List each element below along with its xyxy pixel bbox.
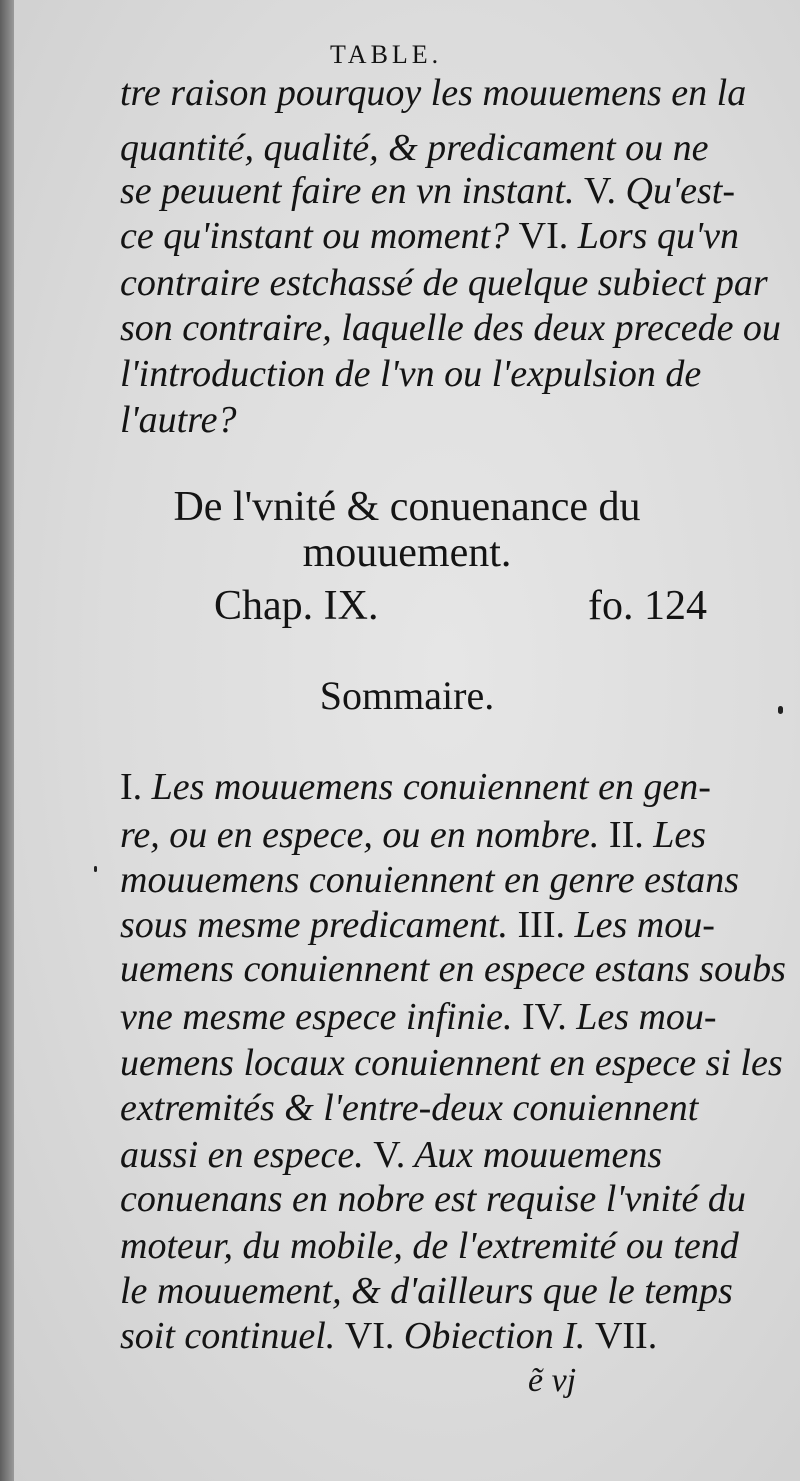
summary-line <box>120 859 740 901</box>
section-number: VI. <box>518 215 569 257</box>
text-line-body: l'introduction de l'vn ou l'expulsion de <box>120 353 702 395</box>
text-line-tail: Aux mouuemens <box>414 1134 663 1176</box>
section-number: II. <box>608 814 644 856</box>
text-line-tail: Les mou- <box>574 904 715 946</box>
summary-line <box>120 1178 746 1220</box>
section-number: VI. <box>344 1315 395 1357</box>
text-line-body: ce qu'instant ou moment? <box>120 215 510 257</box>
summary-line <box>120 1270 733 1312</box>
text-line-body: son contraire, laquelle des deux precede ou <box>120 307 781 349</box>
text-line <box>120 129 720 167</box>
summary-heading: Sommaire. <box>319 673 495 718</box>
text-line-body: moteur, du mobile, de l'extremité ou tend <box>120 1225 739 1267</box>
text-line-body: aussi en espece. <box>120 1134 364 1176</box>
text-line-body: quantité, qualité, & predicament ou ne <box>120 127 709 169</box>
chapter-title-line-1: De l'vnité & conuenance du <box>173 484 641 530</box>
text-line <box>120 72 747 114</box>
text-line-body: re, ou en espece, ou en nombre. <box>120 814 600 856</box>
chapter-title-line-2: mouuement. <box>302 530 512 576</box>
text-line-body: se peuuent faire en vn instant. <box>120 170 575 212</box>
text-line <box>120 401 720 439</box>
summary-line <box>120 1317 720 1355</box>
text-line <box>120 262 768 304</box>
text-line <box>120 355 720 393</box>
summary-line <box>120 1089 720 1127</box>
text-line-body: vne mesme espece infinie. <box>120 996 513 1038</box>
summary-line <box>120 948 786 990</box>
text-line <box>120 215 739 257</box>
summary-line <box>120 1136 720 1174</box>
catchword-signature: ẽ vj <box>528 1362 577 1399</box>
text-line-body: soit continuel. <box>120 1315 336 1357</box>
text-line-tail: Les <box>653 814 707 856</box>
summary-line <box>120 1225 739 1267</box>
chapter-number: Chap. IX. <box>214 583 379 629</box>
text-line <box>120 307 781 349</box>
running-head: TABLE. <box>330 40 443 69</box>
text-line-body: uemens locaux conuiennent en espece si les <box>120 1042 783 1084</box>
text-line-body: extremités & l'entre-deux conuiennent <box>120 1087 699 1129</box>
section-number: V. <box>373 1134 406 1176</box>
text-line-body: mouuemens conuiennent en genre estans <box>120 859 740 901</box>
text-line-body: tre raison pourquoy les mouuemens en la <box>120 72 747 114</box>
section-number: VII. <box>594 1315 658 1357</box>
text-line-body: Les mouuemens conuiennent en gen- <box>151 766 711 808</box>
section-number: IV. <box>522 996 567 1038</box>
text-line-body: conuenans en nobre est requise l'vnité du <box>120 1178 746 1220</box>
text-line-tail: Qu'est- <box>625 170 735 212</box>
section-number: V. <box>584 170 617 212</box>
section-number: III. <box>517 904 565 946</box>
text-line-tail: Obiection I. <box>403 1315 586 1357</box>
text-line-body: sous mesme predicament. <box>120 904 509 946</box>
text-line-body: uemens conuiennent en espece estans soubs <box>120 948 786 990</box>
text-line-body: le mouuement, & d'ailleurs que le temps <box>120 1270 733 1312</box>
text-line-tail: Lors qu'vn <box>577 215 739 257</box>
folio-reference: fo. 124 <box>588 583 707 629</box>
summary-line <box>120 998 720 1036</box>
ink-speck <box>94 866 97 872</box>
book-page <box>14 0 800 1481</box>
text-line-tail: Les mou- <box>576 996 717 1038</box>
text-line-body: l'autre? <box>120 399 237 441</box>
ink-speck <box>778 706 783 714</box>
summary-line <box>120 816 720 854</box>
page-gutter-edge <box>0 0 14 1481</box>
summary-line <box>120 906 720 944</box>
text-line-body: contraire estchassé de quelque subiect par <box>120 262 768 304</box>
text-line <box>120 170 735 212</box>
section-number: I. <box>120 766 143 808</box>
summary-line <box>120 1042 783 1084</box>
summary-line <box>120 768 720 806</box>
